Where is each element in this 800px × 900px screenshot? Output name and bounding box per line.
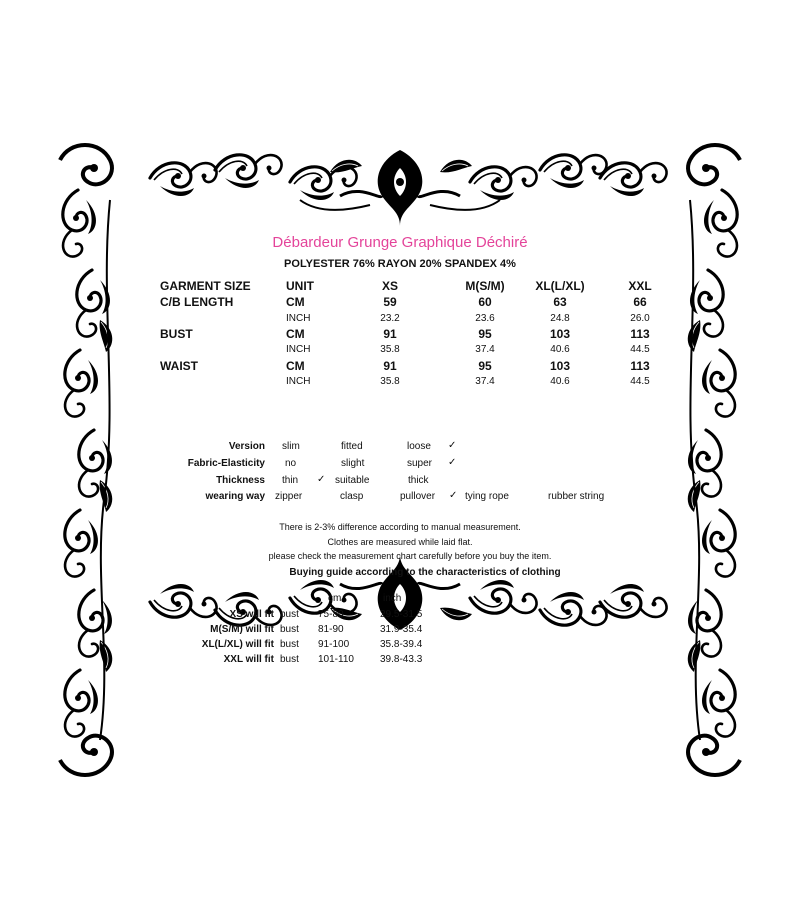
guide-part: bust bbox=[280, 639, 299, 650]
guide-row-label: M(S/M) will fit bbox=[210, 624, 274, 635]
value-cell: 40.6 bbox=[550, 344, 570, 355]
value-cell: 95 bbox=[478, 327, 492, 341]
guide-part: bust bbox=[280, 624, 299, 635]
unit-inch: INCH bbox=[286, 313, 311, 324]
value-cell: 40.6 bbox=[550, 376, 570, 387]
guide-part: bust bbox=[280, 654, 299, 665]
value-cell: 103 bbox=[549, 327, 571, 341]
value-cell: 26.0 bbox=[630, 313, 650, 324]
char-option: thick bbox=[408, 475, 429, 486]
value-cell: 37.4 bbox=[475, 376, 495, 387]
guide-header-inch: inch bbox=[383, 593, 402, 604]
value-cell: 37.4 bbox=[475, 344, 495, 355]
value-cell: 95 bbox=[478, 359, 492, 373]
value-cell: 59 bbox=[383, 295, 397, 309]
value-cell: 23.6 bbox=[475, 313, 495, 324]
value-cell: 23.2 bbox=[380, 313, 400, 324]
char-option: tying rope bbox=[465, 491, 509, 502]
note-line: please check the measurement chart carefully before you buy the item. bbox=[268, 551, 552, 561]
header-xxl: XXL bbox=[628, 279, 652, 293]
value-cell: 35.8 bbox=[380, 344, 400, 355]
row-label-bust: BUST bbox=[160, 327, 193, 341]
note-line: Clothes are measured while laid flat. bbox=[327, 537, 473, 547]
value-cell: 103 bbox=[549, 359, 571, 373]
check-mark: ✓ bbox=[449, 490, 458, 501]
guide-row-label: XXL will fit bbox=[223, 654, 274, 665]
guide-cm: 91-100 bbox=[318, 639, 350, 650]
char-option: suitable bbox=[335, 475, 370, 486]
header-xl: XL(L/XL) bbox=[535, 279, 585, 293]
char-option: rubber string bbox=[548, 491, 605, 502]
check-mark: ✓ bbox=[448, 457, 457, 468]
header-m: M(S/M) bbox=[465, 279, 505, 293]
material-composition: POLYESTER 76% RAYON 20% SPANDEX 4% bbox=[284, 258, 516, 270]
header-xs: XS bbox=[381, 279, 398, 293]
check-mark: ✓ bbox=[448, 440, 457, 451]
guide-part: bust bbox=[280, 609, 299, 620]
char-option: pullover bbox=[400, 491, 436, 502]
value-cell: 91 bbox=[383, 359, 397, 373]
char-option: thin bbox=[282, 475, 299, 486]
value-cell: 91 bbox=[383, 327, 397, 341]
char-label-fabric-elasticity: Fabric-Elasticity bbox=[187, 458, 265, 469]
check-mark: ✓ bbox=[317, 474, 326, 485]
value-cell: 113 bbox=[630, 327, 650, 341]
value-cell: 24.8 bbox=[550, 313, 570, 324]
char-option: clasp bbox=[340, 491, 364, 502]
char-option: super bbox=[407, 458, 433, 469]
value-cell: 44.5 bbox=[630, 344, 650, 355]
unit-inch: INCH bbox=[286, 344, 311, 355]
value-cell: 35.8 bbox=[380, 376, 400, 387]
guide-cm: 75-80 bbox=[318, 609, 344, 620]
guide-inch: 29.5-31.5 bbox=[380, 609, 423, 620]
guide-row-label: XS will fit bbox=[229, 609, 274, 620]
guide-row-label: XL(L/XL) will fit bbox=[201, 639, 274, 650]
row-label-waist: WAIST bbox=[160, 359, 198, 373]
char-option: no bbox=[285, 458, 297, 469]
char-option: zipper bbox=[275, 491, 303, 502]
unit-cm: CM bbox=[286, 295, 305, 309]
guide-cm: 101-110 bbox=[318, 654, 354, 665]
unit-cm: CM bbox=[286, 359, 305, 373]
value-cell: 63 bbox=[553, 295, 567, 309]
guide-inch: 35.8-39.4 bbox=[380, 639, 423, 650]
char-option: slight bbox=[341, 458, 365, 469]
note-line: There is 2-3% difference according to manual measurement. bbox=[279, 522, 521, 532]
char-option: loose bbox=[407, 441, 431, 452]
char-label-thickness: Thickness bbox=[216, 475, 265, 486]
guide-inch: 31.9-35.4 bbox=[380, 624, 423, 635]
header-garment-size: GARMENT SIZE bbox=[160, 279, 251, 293]
product-title: Débardeur Grunge Graphique Déchiré bbox=[272, 234, 528, 251]
char-option: slim bbox=[282, 441, 300, 452]
unit-cm: CM bbox=[286, 327, 305, 341]
buying-guide-title: Buying guide according to the characteristics of clothing bbox=[289, 567, 561, 578]
value-cell: 44.5 bbox=[630, 376, 650, 387]
value-cell: 113 bbox=[630, 359, 650, 373]
value-cell: 66 bbox=[633, 295, 647, 309]
guide-inch: 39.8-43.3 bbox=[380, 654, 423, 665]
char-label-version: Version bbox=[228, 441, 265, 452]
row-label-cb-length: C/B LENGTH bbox=[160, 295, 234, 309]
header-unit: UNIT bbox=[286, 279, 314, 293]
guide-header-cm: cm bbox=[328, 593, 342, 604]
char-option: fitted bbox=[341, 441, 363, 452]
char-label-wearing-way: wearing way bbox=[205, 491, 265, 502]
value-cell: 60 bbox=[478, 295, 492, 309]
guide-cm: 81-90 bbox=[318, 624, 344, 635]
unit-inch: INCH bbox=[286, 376, 311, 387]
